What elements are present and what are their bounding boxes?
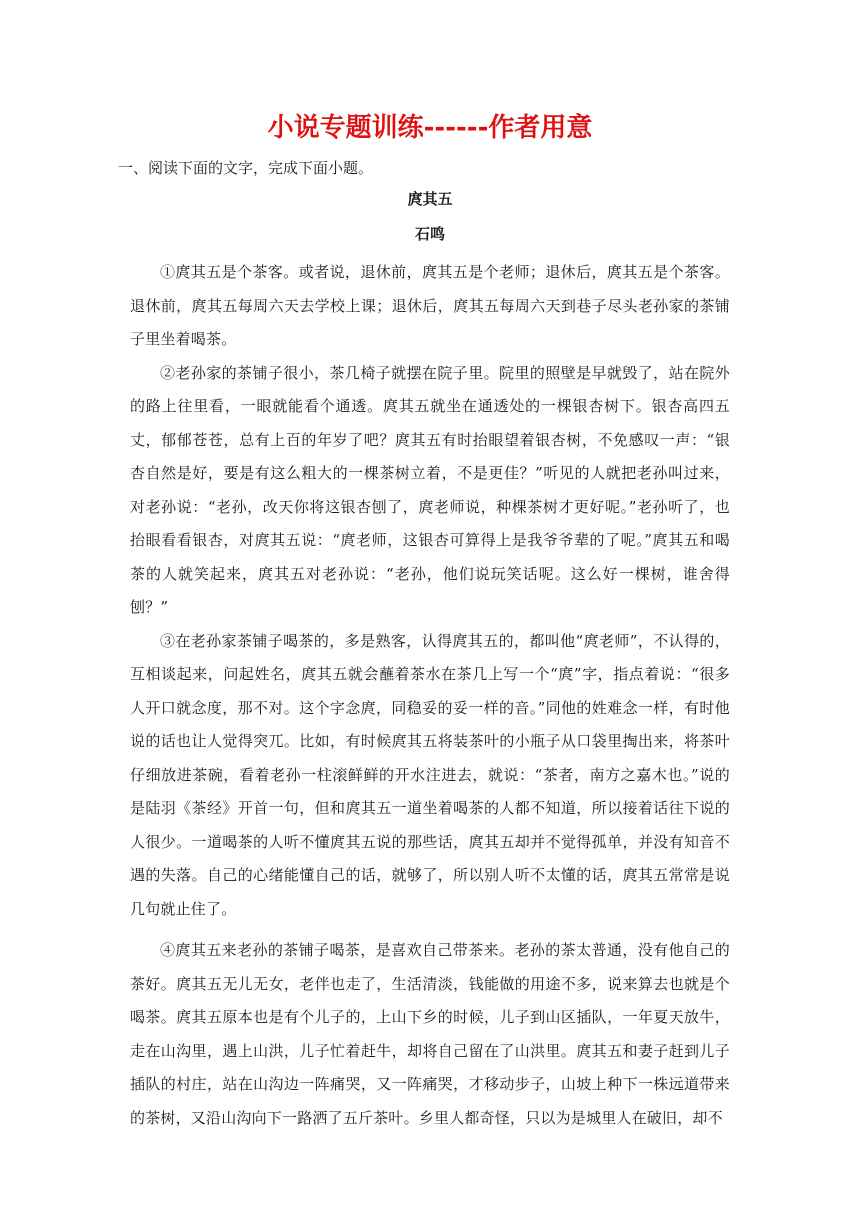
story-body	[130, 256, 730, 1135]
page-title: 小说专题训练------作者用意	[267, 113, 593, 143]
story-title: 庹其五	[407, 190, 453, 208]
paragraph-2: ②老孙家的茶铺子很小，茶几椅子就摆在院子里。院里的照壁是早就毁了，站在院外的路上往里看，一眼就能看个通透。庹其五就坐在通透处的一棵银杏树下。银杏高四五丈，郁郁苍苍，总有上百的年岁了吧？庹其五有时抬眼望着银杏树，不免感叹一声：“银杏自然是好，要是有这么粗大的一棵茶树立着，不是更佳？”听见的人就把老孙叫过来，对老孙说：“老孙，改天你将这银杏刨了，庹老师说，种棵茶树才更好呢。”老孙听了，也抬眼看看银杏，对庹其五说：“庹老师，这银杏可算得上是我爷爷辈的了呢。”庹其五和喝茶的人就笑起来，庹其五对老孙说：“老孙，他们说玩笑话呢。这么好一棵树，谁舍得刨？”	[130, 363, 730, 616]
paragraph-3: ③在老孙家茶铺子喝茶的，多是熟客，认得庹其五的，都叫他“庹老师”，不认得的，互相谈起来，问起姓名，庹其五就会蘸着茶水在茶几上写一个“庹”字，指点着说：“很多人开口就念度，那不对。这个字念庹，同稳妥的妥一样的音。”同他的姓难念一样，有时他说的话也让人觉得突兀。比如，有时候庹其五将装茶叶的小瓶子从口袋里掏出来，将茶叶仔细放进茶碗，看着老孙一柱滚鲜鲜的开水注进去，就说：“茶者，南方之嘉木也。”说的是陆羽《茶经》开首一句，但和庹其五一道坐着喝茶的人都不知道，所以接着话往下说的人很少。一道喝茶的人听不懂庹其五说的那些话，庹其五却并不觉得孤单，并没有知音不遇的失落。自己的心绪能懂自己的话，就够了，所以别人听不太懂的话，庹其五常常是说几句就止住了。	[130, 631, 730, 918]
section-instruction: 一、阅读下面的文字，完成下面小题。	[118, 159, 374, 177]
story-author: 石鸣	[414, 225, 445, 243]
paragraph-1: ①庹其五是个茶客。或者说，退休前，庹其五是个老师；退休后，庹其五是个茶客。退休前，庹其五每周六天去学校上课；退休后，庹其五每周六天到巷子尽头老孙家的茶铺子里坐着喝茶。	[130, 263, 730, 348]
paragraph-4: ④庹其五来老孙的茶铺子喝茶，是喜欢自己带茶来。老孙的茶太普通，没有他自己的茶好。庹其五无儿无女，老伴也走了，生活清淡，钱能做的用途不多，说来算去也就是个喝茶。庹其五原本也是有个儿子的，上山下乡的时候，儿子到山区插队，一年夏天放牛，走在山沟里，遇上山洪，儿子忙着赶牛，却将自己留在了山洪里。庹其五和妻子赶到儿子插队的村庄，站在山沟边一阵痛哭，又一阵痛哭，才移动步子，山坡上种下一株远道带来的茶树，又沿山沟向下一路洒了五斤茶叶。乡里人都奇怪，只以为是城里人在破旧，却不	[130, 941, 730, 1127]
